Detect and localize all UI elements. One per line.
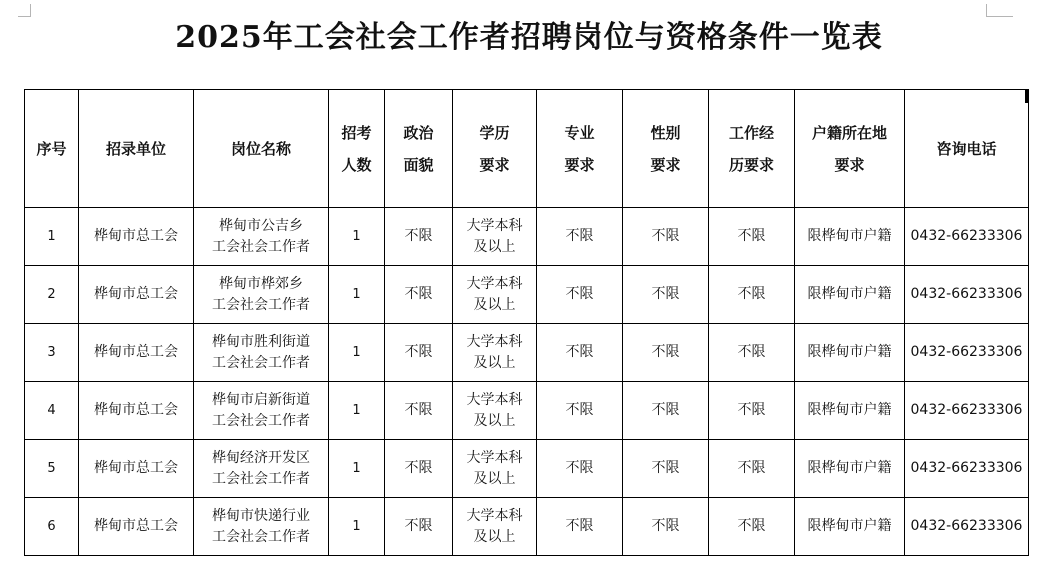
cell-experience: 不限 xyxy=(709,498,795,556)
cell-no: 6 xyxy=(25,498,79,556)
cell-position: 桦甸市快递行业 工会社会工作者 xyxy=(194,498,329,556)
cell-major: 不限 xyxy=(537,208,623,266)
cell-no: 3 xyxy=(25,324,79,382)
cell-unit: 桦甸市总工会 xyxy=(79,440,194,498)
cell-phone: 0432-66233306 xyxy=(905,498,1029,556)
header-phone: 咨询电话 xyxy=(905,90,1029,208)
cell-education: 大学本科 及以上 xyxy=(453,498,537,556)
cell-education: 大学本科 及以上 xyxy=(453,382,537,440)
header-experience: 工作经 历要求 xyxy=(709,90,795,208)
cell-gender: 不限 xyxy=(623,208,709,266)
cell-phone: 0432-66233306 xyxy=(905,382,1029,440)
cell-education: 大学本科 及以上 xyxy=(453,208,537,266)
header-unit: 招录单位 xyxy=(79,90,194,208)
cell-position: 桦甸市桦郊乡 工会社会工作者 xyxy=(194,266,329,324)
cell-count: 1 xyxy=(329,382,385,440)
cell-count: 1 xyxy=(329,208,385,266)
cell-residence: 限桦甸市户籍 xyxy=(795,498,905,556)
table-header-row xyxy=(25,90,1029,208)
cell-major: 不限 xyxy=(537,324,623,382)
header-residence: 户籍所在地 要求 xyxy=(795,90,905,208)
cell-residence: 限桦甸市户籍 xyxy=(795,440,905,498)
recruitment-table xyxy=(24,89,1029,556)
table-row xyxy=(25,266,1029,324)
cell-political: 不限 xyxy=(385,498,453,556)
cell-phone: 0432-66233306 xyxy=(905,440,1029,498)
cell-gender: 不限 xyxy=(623,324,709,382)
cell-no: 5 xyxy=(25,440,79,498)
cell-unit: 桦甸市总工会 xyxy=(79,266,194,324)
table-row xyxy=(25,324,1029,382)
cell-political: 不限 xyxy=(385,440,453,498)
cell-gender: 不限 xyxy=(623,498,709,556)
cell-residence: 限桦甸市户籍 xyxy=(795,208,905,266)
table-row xyxy=(25,208,1029,266)
cell-education: 大学本科 及以上 xyxy=(453,266,537,324)
cell-major: 不限 xyxy=(537,266,623,324)
cell-unit: 桦甸市总工会 xyxy=(79,498,194,556)
cell-count: 1 xyxy=(329,440,385,498)
cell-phone: 0432-66233306 xyxy=(905,324,1029,382)
cell-education: 大学本科 及以上 xyxy=(453,324,537,382)
header-position: 岗位名称 xyxy=(194,90,329,208)
cell-phone: 0432-66233306 xyxy=(905,208,1029,266)
cell-education: 大学本科 及以上 xyxy=(453,440,537,498)
table-row xyxy=(25,440,1029,498)
cell-phone: 0432-66233306 xyxy=(905,266,1029,324)
header-no: 序号 xyxy=(25,90,79,208)
cell-unit: 桦甸市总工会 xyxy=(79,324,194,382)
cell-political: 不限 xyxy=(385,266,453,324)
cell-gender: 不限 xyxy=(623,440,709,498)
document-title: 2025年工会社会工作者招聘岗位与资格条件一览表 xyxy=(175,20,883,55)
cell-residence: 限桦甸市户籍 xyxy=(795,324,905,382)
cell-no: 4 xyxy=(25,382,79,440)
header-count: 招考 人数 xyxy=(329,90,385,208)
cell-position: 桦甸经济开发区 工会社会工作者 xyxy=(194,440,329,498)
cell-experience: 不限 xyxy=(709,440,795,498)
cell-position: 桦甸市胜利街道 工会社会工作者 xyxy=(194,324,329,382)
cell-major: 不限 xyxy=(537,498,623,556)
cell-position: 桦甸市启新街道 工会社会工作者 xyxy=(194,382,329,440)
cell-experience: 不限 xyxy=(709,208,795,266)
cell-political: 不限 xyxy=(385,382,453,440)
cell-gender: 不限 xyxy=(623,266,709,324)
cell-count: 1 xyxy=(329,324,385,382)
cell-count: 1 xyxy=(329,498,385,556)
cell-unit: 桦甸市总工会 xyxy=(79,208,194,266)
header-gender: 性别 要求 xyxy=(623,90,709,208)
header-major: 专业 要求 xyxy=(537,90,623,208)
cell-no: 1 xyxy=(25,208,79,266)
cell-major: 不限 xyxy=(537,382,623,440)
cell-experience: 不限 xyxy=(709,382,795,440)
table-row xyxy=(25,498,1029,556)
page-edge-mark xyxy=(1025,89,1029,103)
cell-no: 2 xyxy=(25,266,79,324)
cell-position: 桦甸市公吉乡 工会社会工作者 xyxy=(194,208,329,266)
cell-residence: 限桦甸市户籍 xyxy=(795,382,905,440)
cell-count: 1 xyxy=(329,266,385,324)
cell-gender: 不限 xyxy=(623,382,709,440)
cell-experience: 不限 xyxy=(709,324,795,382)
table-row xyxy=(25,382,1029,440)
header-political: 政治 面貌 xyxy=(385,90,453,208)
header-education: 学历 要求 xyxy=(453,90,537,208)
cell-major: 不限 xyxy=(537,440,623,498)
cell-political: 不限 xyxy=(385,208,453,266)
cell-unit: 桦甸市总工会 xyxy=(79,382,194,440)
cell-residence: 限桦甸市户籍 xyxy=(795,266,905,324)
cell-experience: 不限 xyxy=(709,266,795,324)
cell-political: 不限 xyxy=(385,324,453,382)
